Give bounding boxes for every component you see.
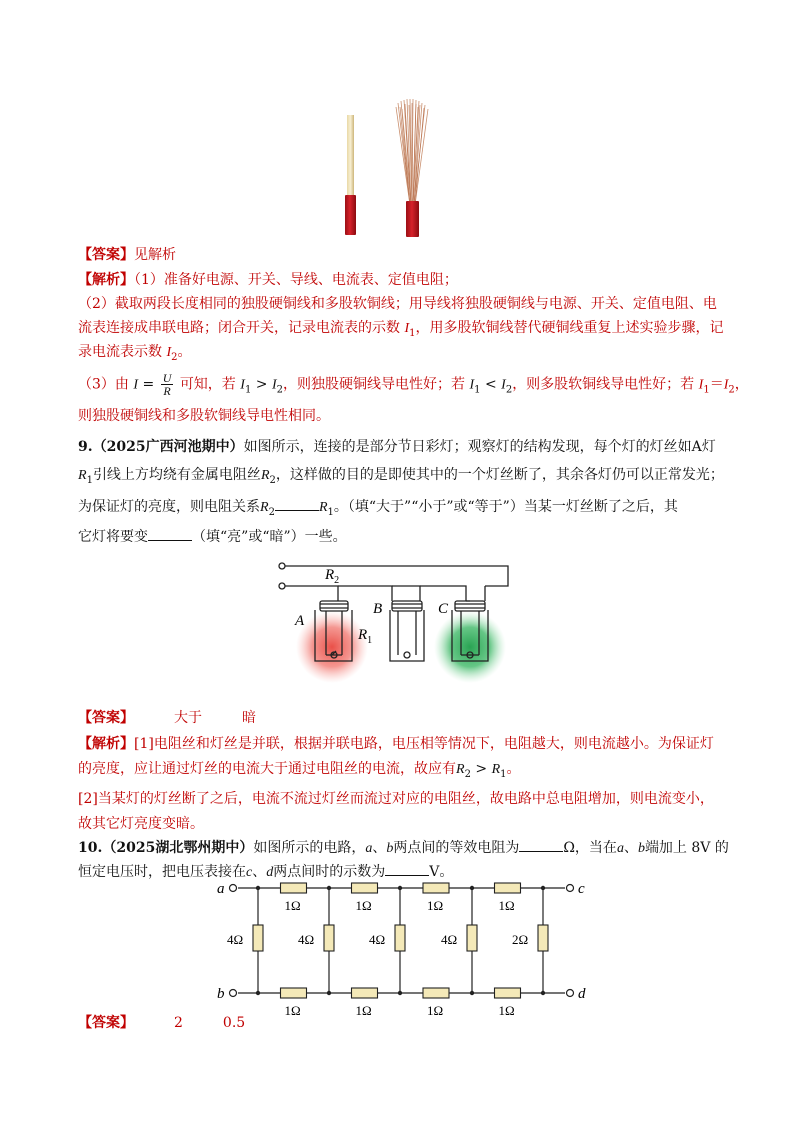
lamp-circuit-figure — [270, 555, 520, 695]
top-resistor-label: 1Ω — [284, 898, 301, 913]
junction-dot — [470, 886, 474, 890]
q8-analysis-6: 则独股硬铜线和多股软铜线导电性相同。 — [78, 408, 330, 424]
terminal-label-a: a — [217, 881, 225, 897]
question-text: V。 — [429, 864, 454, 880]
answer-2: 0.5 — [222, 1015, 246, 1031]
analysis-text: [1]电阻丝和灯丝是并联，根据并联电路，电压相等情况下，电阻越大，则电流越小。为保证灯 — [134, 736, 714, 752]
question-text: 引线上方均绕有金属电阻丝 — [92, 467, 261, 483]
bottom-resistor — [281, 988, 307, 998]
vertical-resistor — [538, 925, 548, 951]
junction-dot — [256, 991, 260, 995]
q8-analysis-3: 流表连接成串联电路；闭合开关，记录电流表的示数 $I_1$，用多股软铜线替代硬铜线重复上述实验步骤，记 — [78, 320, 724, 339]
question-text: Ω，当在 — [563, 840, 617, 856]
top-resistor — [495, 883, 521, 893]
q9-line-1 — [78, 437, 716, 457]
answer-text: 见解析 — [134, 247, 176, 263]
analysis-text: ，用多股软铜线替代硬铜线重复上述实验步骤，记 — [415, 320, 724, 336]
answer-blank — [519, 837, 563, 852]
analysis-text: ， — [734, 376, 749, 393]
q9-line-3: 为保证灯的亮度，则电阻关系$R_2$ $R_1$。（填“大于”“小于”或“等于”）当某一灯丝断了之后，其 — [78, 496, 678, 523]
vertical-resistor — [395, 925, 405, 951]
analysis-text: 可知，若 — [179, 376, 236, 393]
question-source: （2025广西河池期中） — [92, 439, 244, 455]
analysis-text: 的亮度，应让通过灯丝的电流大于通过电阻丝的电流，故应有 — [78, 761, 456, 777]
vertical-resistor-label: 4Ω — [298, 932, 315, 947]
green-glow — [434, 611, 506, 683]
analysis-text: 录电流表示数 — [78, 344, 167, 360]
question-text: 它灯将要变 — [78, 529, 148, 545]
bottom-resistor-label: 1Ω — [355, 1003, 372, 1018]
bottom-resistor — [423, 988, 449, 998]
q10-line-2: 恒定电压时，把电压表接在c、d两点间时的示数为 V。 — [78, 861, 453, 883]
top-resistor — [352, 883, 378, 893]
question-text: （填“亮”或“暗”）一些。 — [192, 529, 347, 545]
question-source: （2025湖北鄂州期中） — [102, 840, 254, 856]
q9-analysis-2: 的亮度，应让通过灯丝的电流大于通过电阻丝的电流，故应有$R_2 > R_1$。 — [78, 761, 521, 780]
answer-2: 暗 — [242, 710, 256, 726]
top-resistor — [423, 883, 449, 893]
q9-answer — [78, 708, 256, 728]
q9-analysis-1 — [78, 734, 714, 754]
q9-line-4 — [78, 526, 347, 547]
junction-dot — [327, 886, 331, 890]
top-resistor-label: 1Ω — [498, 898, 515, 913]
terminal-label-b: b — [217, 986, 225, 1002]
question-text: ，这样做的目的是即使其中的一个灯丝断了，其余各灯仍可以正常发光； — [275, 467, 724, 483]
vertical-resistor-label: 4Ω — [369, 932, 386, 947]
analysis-text: （1）准备好电源、开关、导线、电流表、定值电阻； — [134, 272, 458, 288]
red-glow — [296, 611, 368, 683]
question-text: 两点间时的示数为 — [273, 864, 386, 880]
q9-line-2: $R_1$引线上方均绕有金属电阻丝$R_2$，这样做的目的是即使其中的一个灯丝断了，其余各灯仍可以正常发光； — [78, 467, 724, 486]
q9-analysis-4: 故其它灯亮度变暗。 — [78, 816, 204, 832]
q10-line-1: 10.（2025湖北鄂州期中）如图所示的电路，a、b两点间的等效电阻为 Ω，当在a、b端加上 8V 的 — [78, 837, 729, 859]
junction-dot — [541, 886, 545, 890]
bottom-resistor-label: 1Ω — [427, 1003, 444, 1018]
terminal — [230, 885, 237, 892]
junction-dot — [398, 991, 402, 995]
q8-analysis-2: （2）截取两段长度相同的独股硬铜线和多股软铜线；用导线将独股硬铜线与电源、开关、定值电阻、电 — [78, 296, 717, 312]
vertical-resistor — [324, 925, 334, 951]
ladder-circuit-figure — [210, 878, 595, 1018]
question-text: 如图所示的电路， — [253, 840, 366, 856]
answer-1: 大于 — [174, 710, 202, 726]
q8-answer — [78, 245, 176, 265]
answer-blank — [385, 861, 429, 876]
bottom-resistor — [352, 988, 378, 998]
current-i2: I — [166, 345, 172, 360]
junction-dot — [327, 991, 331, 995]
current-i1: I — [404, 321, 410, 336]
junction-dot — [256, 886, 260, 890]
answer-tag: 【答案】 — [78, 247, 134, 263]
label-lamp-c: C — [438, 601, 449, 617]
question-text: 端加上 8V 的 — [644, 840, 729, 856]
answer-blank — [275, 496, 319, 511]
vertical-resistor-label: 4Ω — [227, 932, 244, 947]
vertical-resistor-label: 4Ω — [441, 932, 458, 947]
label-lamp-a: A — [295, 613, 305, 629]
question-text: 恒定电压时，把电压表接在 — [78, 864, 246, 880]
analysis-text: （3）由 — [78, 376, 129, 393]
terminal-label-c: c — [578, 881, 585, 897]
vertical-resistor-label: 2Ω — [512, 932, 529, 947]
junction-dot — [398, 886, 402, 890]
terminal-label-d: d — [578, 986, 586, 1002]
top-resistor — [281, 883, 307, 893]
analysis-tag: 【解析】 — [78, 736, 134, 752]
wire-photo — [330, 95, 450, 240]
junction-dot — [541, 991, 545, 995]
question-text: 为保证灯的亮度，则电阻关系 — [78, 499, 260, 515]
terminal — [230, 990, 237, 997]
q8-analysis-4: 录电流表示数 $I_2$。 — [78, 344, 192, 363]
question-text: 如图所示，连接的是部分节日彩灯；观察灯的结构发现，每个灯的灯丝如A灯 — [243, 439, 716, 455]
bottom-resistor — [495, 988, 521, 998]
vertical-resistor — [467, 925, 477, 951]
bottom-resistor-label: 1Ω — [284, 1003, 301, 1018]
label-r2: $R_2$ — [325, 567, 340, 586]
question-number: 10. — [78, 840, 103, 856]
label-lamp-b: B — [373, 601, 383, 617]
junction-dot — [470, 991, 474, 995]
question-text: 。（填“大于”“小于”或“等于”）当某一灯丝断了之后，其 — [333, 499, 678, 515]
answer-blank — [148, 526, 192, 541]
answer-tag: 【答案】 — [78, 1015, 134, 1031]
bottom-resistor-label: 1Ω — [498, 1003, 515, 1018]
terminal — [567, 990, 574, 997]
question-number: 9. — [78, 439, 93, 455]
analysis-text: 流表连接成串联电路；闭合开关，记录电流表的示数 — [78, 320, 405, 336]
analysis-text: ，则独股硬铜线导电性好；若 — [283, 376, 465, 393]
label-r1: $R_1$ — [358, 627, 373, 646]
analysis-tag: 【解析】 — [78, 272, 134, 288]
q8-analysis-1 — [78, 270, 458, 290]
analysis-text: ，则多股软铜线导电性好；若 — [512, 376, 699, 393]
q9-analysis-3: [2]当某灯的灯丝断了之后，电流不流过灯丝而流过对应的电阻丝，故电路中总电阻增加，则电流变小， — [78, 791, 714, 807]
vertical-resistor — [253, 925, 263, 951]
ohm-fraction: $\frac{U}{R}$ — [162, 371, 172, 398]
answer-tag: 【答案】 — [78, 710, 134, 726]
terminal — [567, 885, 574, 892]
top-resistor-label: 1Ω — [427, 898, 444, 913]
question-text: 两点间的等效电阻为 — [393, 840, 520, 856]
q10-answer — [78, 1013, 245, 1033]
top-resistor-label: 1Ω — [355, 898, 372, 913]
answer-1: 2 — [174, 1015, 183, 1031]
q8-analysis-5: （3）由 I = $\frac{U}{R}$ 可知，若 $I_1 > I_2$，则独股硬铜线导电性好；若 $I_1 < I_2$，则多股软铜线导电性好；若 $I_1=I_2$， — [78, 371, 749, 398]
